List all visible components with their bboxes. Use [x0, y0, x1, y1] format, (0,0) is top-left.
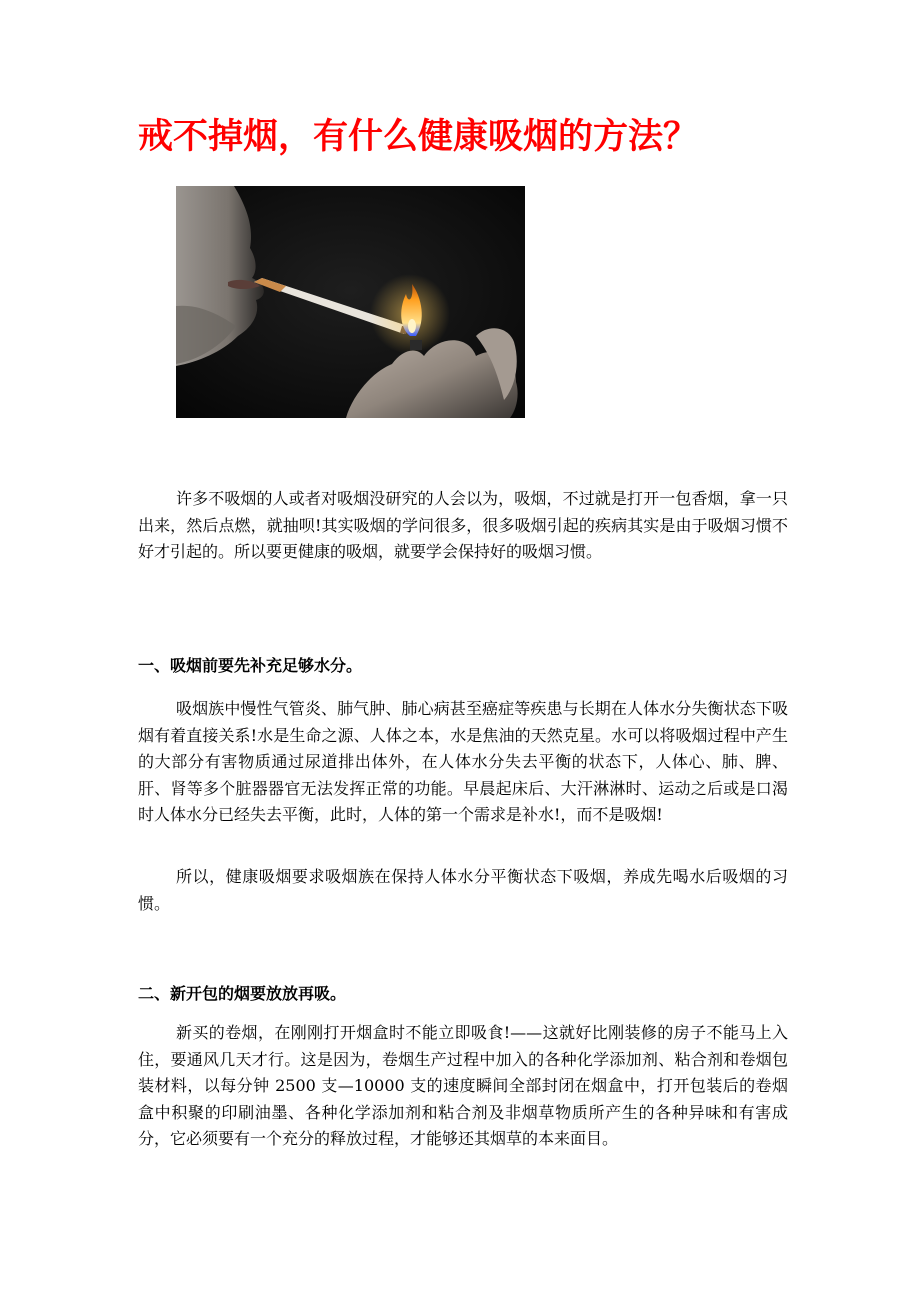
smoking-photo [176, 186, 525, 418]
cigarette-lighting-image [176, 186, 525, 418]
article-title: 戒不掉烟，有什么健康吸烟的方法？ [138, 117, 699, 157]
intro-paragraph: 许多不吸烟的人或者对吸烟没研究的人会以为，吸烟，不过就是打开一包香烟，拿一只出来，然后点燃，就抽呗!其实吸烟的学问很多，很多吸烟引起的疾病其实是由于吸烟习惯不好才引起的。所以要更健康的吸烟，就要学会保持好的吸烟习惯。 [138, 489, 788, 562]
section-heading-2: 二、新开包的烟要放放再吸。 [138, 984, 347, 1003]
section-1-paragraph-2: 所以，健康吸烟要求吸烟族在保持人体水分平衡状态下吸烟，养成先喝水后吸烟的习惯。 [138, 867, 788, 913]
section-heading-1: 一、吸烟前要先补充足够水分。 [138, 656, 363, 675]
section-2-paragraph-1: 新买的卷烟，在刚刚打开烟盒时不能立即吸食!——这就好比刚装修的房子不能马上入住，要通风几天才行。这是因为，卷烟生产过程中加入的各种化学添加剂、粘合剂和卷烟包装材料，以每分钟 2500 支—10000 支的速度瞬间全部封闭在烟盒中，打开包装后的卷烟盒中积聚的印刷油墨、各种化学添加剂和粘合剂及非烟草物质所产生的各种异味和有害成分，它必须要有一个充分的释放过程，才能够还其烟草的本来面目。 [138, 1023, 788, 1149]
section-1-paragraph-1: 吸烟族中慢性气管炎、肺气肿、肺心病甚至癌症等疾患与长期在人体水分失衡状态下吸烟有着直接关系!水是生命之源、人体之本，水是焦油的天然克星。水可以将吸烟过程中产生的大部分有害物质通过尿道排出体外，在人体水分失去平衡的状态下，人体心、肺、脾、肝、肾等多个脏器器官无法发挥正常的功能。早晨起床后、大汗淋淋时、运动之后或是口渴时人体水分已经失去平衡，此时，人体的第一个需求是补水!，而不是吸烟! [138, 699, 788, 825]
